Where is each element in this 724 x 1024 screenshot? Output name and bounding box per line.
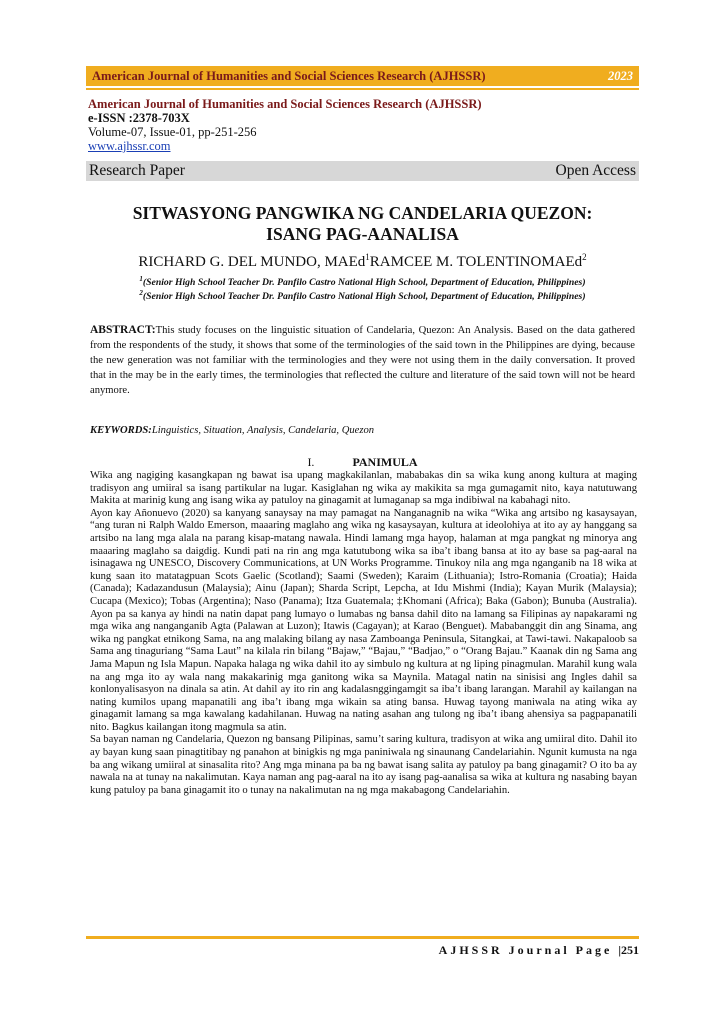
running-header-journal: American Journal of Humanities and Social Sciences Research (AJHSSR) xyxy=(92,68,486,83)
keywords-text: Linguistics, Situation, Analysis, Candelaria, Quezon xyxy=(151,425,375,436)
section-title: PANIMULA xyxy=(352,455,418,469)
issn-label: e-ISSN : xyxy=(88,111,133,125)
affiliation-1-sup: 1 xyxy=(139,275,143,283)
body-paragraph-3: Sa bayan naman ng Candelaria, Quezon ng bansang Pilipinas, samu’t saring kultura, tradisyon at wika ang umiiral dito. Dahil ito ay bayan kung saan pinagtitibay ng panahon at binigkis ng mga paniniwala ng sinaunang Candelariahin. Ngunit kumusta na nga ba ang wikang umiiral at sinasalita rito? Ang mga minana pa ba ng bawat isang salita ay patuloy pa bang ginagamit? O ito ba ay nawala na at tunay na nakalimutan. Kaya naman ang pag-aaral na ito ay isang pag-aanalisa sa wika at kultura ng nasabing bayan kung patuloy pa bana ginagamit ito o tunay na nakalimutan na ng mga makabagong Candelariahin. xyxy=(90,734,637,796)
keywords xyxy=(90,425,635,436)
running-header xyxy=(86,66,639,86)
page-number: 251 xyxy=(621,943,639,957)
body-paragraph-1: Wika ang nagiging kasangkapan ng bawat isa upang magkakilanlan, mababakas din sa wika kung anong kultura at maging tradisyon ang umiiral sa isang partikular na lugar. Kasiglahan ng wika ay makikita sa mga gumagamit nito, kaya natutuwang Makita at marinig kung ang isang wika ay patuloy na ginagamit at lumaganap sa mga indibiwal na kabahagi nito. xyxy=(90,470,637,507)
abstract-label: ABSTRACT: xyxy=(90,324,156,336)
header-divider xyxy=(86,88,639,90)
article-type: Research Paper xyxy=(89,162,185,179)
author-line xyxy=(86,252,639,271)
journal-meta xyxy=(88,97,482,153)
abstract-text: This study focuses on the linguistic situation of Candelaria, Quezon: An Analysis. Based on the data gathered from the respondents of the study, it shows that some of the terminologies of the said town in the Philippines are dying, because the new generation was not familiar with the terminologies and they were not using them in the daily conversation. It proved that in the may be in the early times, the terminologies that reflected the culture and literature of the said town will not be heard anymore. xyxy=(90,325,635,396)
title-line-1: SITWASYONG PANGWIKA NG CANDELARIA QUEZON: xyxy=(132,203,593,223)
footer-divider xyxy=(86,936,639,939)
author-2: RAMCEE M. TOLENTINOMAEd xyxy=(369,254,583,270)
affiliation-2 xyxy=(86,289,639,302)
section-number: I. xyxy=(307,455,315,469)
meta-issn xyxy=(88,111,482,125)
footer-label: AJHSSR Journal Page xyxy=(438,943,613,957)
section-heading xyxy=(86,455,639,470)
running-header-year: 2023 xyxy=(608,68,633,83)
affiliation-2-text: (Senior High School Teacher Dr. Panfilo Castro National High School, Department of Education, Philippines) xyxy=(142,291,586,303)
meta-journal-name: American Journal of Humanities and Social Sciences Research (AJHSSR) xyxy=(88,97,482,111)
author-1-sup: 1 xyxy=(365,252,370,262)
author-2-sup: 2 xyxy=(582,252,587,262)
page-footer xyxy=(86,943,639,958)
access-type: Open Access xyxy=(555,162,636,179)
footer-separator: | xyxy=(618,943,621,957)
keywords-label: KEYWORDS: xyxy=(90,425,152,436)
affiliation-1-text: (Senior High School Teacher Dr. Panfilo Castro National High School, Department of Education, Philippines) xyxy=(142,277,586,289)
issn-value: 2378-703X xyxy=(132,111,190,125)
paper-title xyxy=(86,203,639,245)
affiliation-2-sup: 2 xyxy=(139,289,143,297)
author-1: RICHARD G. DEL MUNDO, MAEd xyxy=(138,254,366,270)
article-type-bar xyxy=(86,161,639,181)
abstract xyxy=(90,323,635,398)
body-text xyxy=(90,470,637,797)
journal-url-link[interactable]: www.ajhssr.com xyxy=(88,139,171,153)
affiliation-1 xyxy=(86,275,639,288)
title-line-2: ISANG PAG-AANALISA xyxy=(266,224,459,244)
body-paragraph-2: Ayon kay Añonuevo (2020) sa kanyang sanaysay na may pamagat na Nanganagnib na wika “Wika ang artsibo ng kasaysayan, “ang turan ni Ralph Waldo Emerson, maaaring maglaho ang wika ng kasaysayan, kultura at ideolohiya at ito ay ay hanggang sa artsibo na lang mga alala na parang kisap-matang nawala. Hindi lamang mga hayop, halaman at mga pangkat ng minorya ang maaaring maglaho sa daigdig. Kundi pati na rin ang mga katutubong wika sa iba’t ibang bansa at ito ay base sa pag-aaral na isinagawa ng UNESCO, Discovery Communications, at UN Works Programme. Tinukoy nila ang mga nganganib na 18 wika at kung saan ito matatagpuan Scots Gaelic (Scotland); Saami (Sweden); Karaim (Lithuania); Istro-Romania (Croatia); Haida (Canada); Kadazandusun (Malaysia); Ainu (Japan); Sharda Script, Lepcha, at Idu Mishmi (India); Kayan Murik (Malaysia); Cucapa (Mexico); Tobas (Argentina); Naso (Panama); Itza Guatemala; ‡Khomani (Africa); Baka (Gabon); Bunuba (Australia). Ayon pa sa kanya ay hindi na natin dapat pang lumayo o lumabas ng bansa dahil dito na lamang sa Filipinas ay napakarami ng mga wika ang nanganganib Agta (Palawan at Luzon); Itawis (Cagayan); at Karao (Benguet). Mababanggit din ang Sinama, ang wika ng pangkat etnikong Sama, na ang malaking bilang ay nasa Zamboanga Peninsula, Sitangkai, at Tawi-tawi. Nakapaloob sa Sama ang tinaguriang “Sama Laut” na kilala rin bilang “Bajaw,” “Bajau,” “Badjao,” o “Orang Bajau.” Kaanak din ng Sama ang Jama Mapun ng Isla Mapun. Napaka halaga ng wika dahil ito ay simbulo ng kultura at ng liping pinagmulan. Marahil kung wala na ang mga ito ay wala nang makakarinig mga ganitong wika sa Maynila. Matagal natin na sinisisi ang Ingles dahil sa konlonyalisasyon na dinala sa atin. At dahil ay ito rin ang kadalasnggingamgit sa iba’t ibang larangan. Marahil ay kailangan na nating kumilos upang mapanatili ang iba’t ibang mga wikain sa ating bansa. Huwag tayong maniwala na ating wika ay ginagamit lamang sa mga kawalang kadahilanan. Huwag na nating asahan ang tulong ng iba’t ibang ahensiya sa pagpapanatili nito. Bagkus kailangan itong magmula sa atin. xyxy=(90,507,637,733)
meta-volume: Volume-07, Issue-01, pp-251-256 xyxy=(88,125,257,139)
